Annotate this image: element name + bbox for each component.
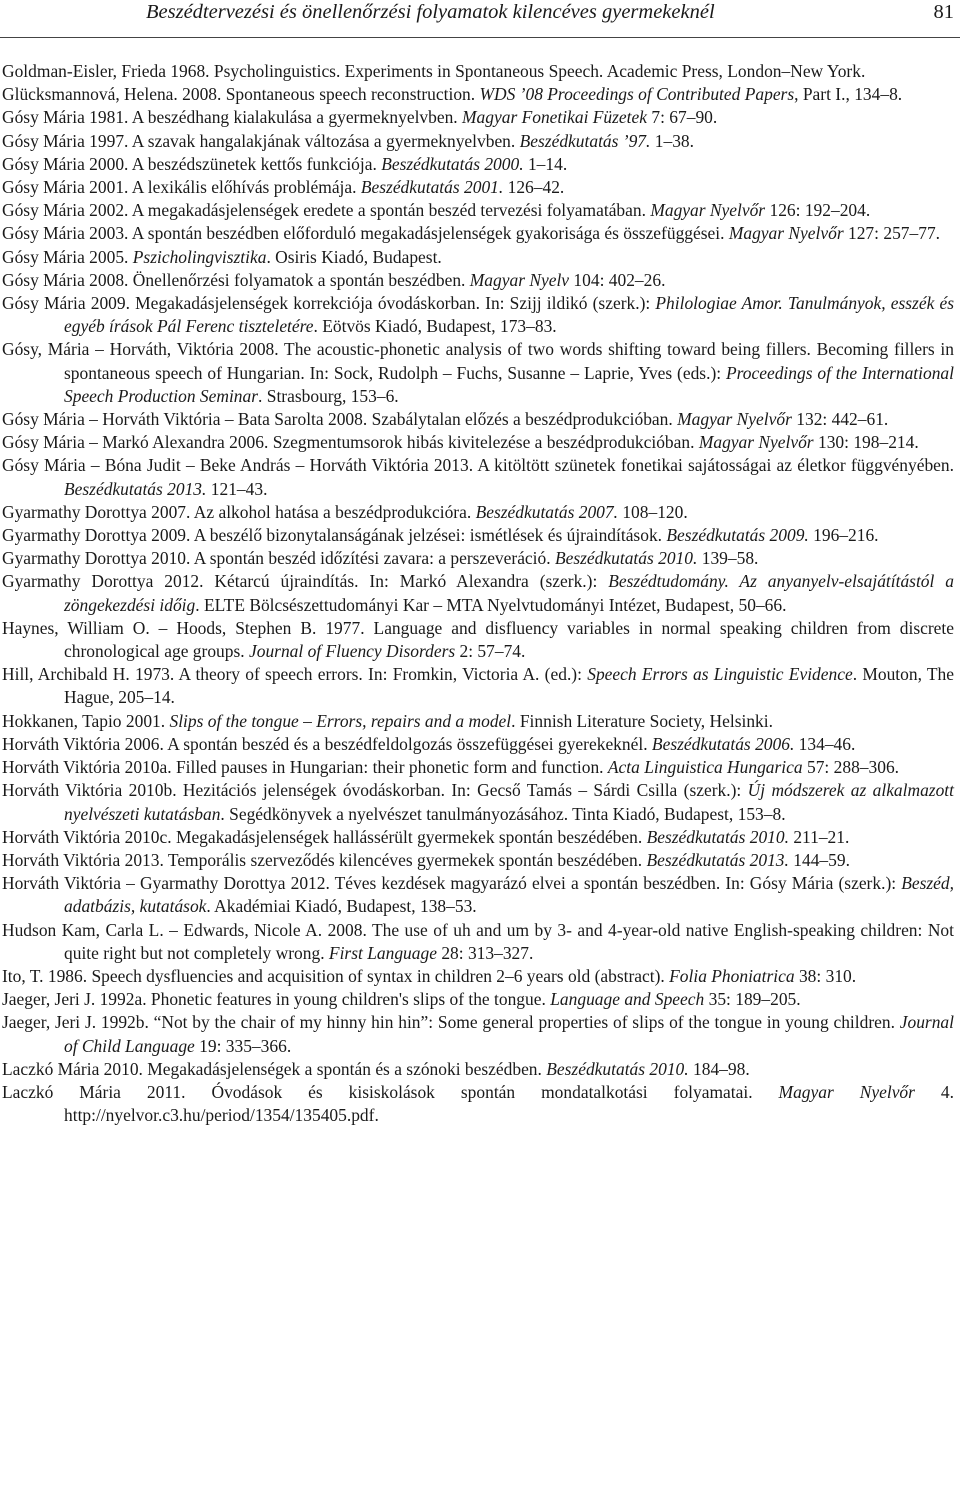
reference-source-title: Magyar Nyelvőr <box>728 223 844 244</box>
reference-text: 132: 442–61. <box>791 409 889 430</box>
reference-entry <box>2 570 954 616</box>
reference-entry <box>2 246 954 269</box>
reference-text: . Strasbourg, 153–6. <box>258 385 399 406</box>
reference-text: 121–43. <box>206 478 268 499</box>
reference-source-title: Beszédkutatás 2000. <box>381 153 524 174</box>
reference-text: . Eötvös Kiadó, Budapest, 173–83. <box>313 316 557 337</box>
reference-text: 130: 198–214. <box>813 432 919 453</box>
reference-text: 38: 310. <box>794 965 857 986</box>
reference-entry <box>2 338 954 408</box>
reference-source-title: Pszicholingvisztika <box>132 246 267 267</box>
header-divider <box>0 37 960 38</box>
reference-entry <box>2 269 954 292</box>
reference-entry <box>2 83 954 106</box>
reference-source-title: Beszédkutatás 2001. <box>360 177 504 198</box>
reference-text: 126–42. <box>503 177 565 198</box>
reference-source-title: Beszédkutatás 2007. <box>475 501 618 522</box>
reference-text: 19: 335–366. <box>194 1035 292 1056</box>
reference-source-title: Magyar Nyelvőr <box>778 1081 915 1102</box>
reference-text: Ito, T. 1986. Speech dysfluencies and acquisition of syntax in children 2–6 years old (abstract). <box>2 965 670 986</box>
reference-text: . ELTE Bölcsészettudományi Kar – MTA Nyelvtudományi Intézet, Budapest, 50–66. <box>195 594 787 615</box>
reference-source-title: Language and Speech <box>550 989 705 1010</box>
reference-text: Gósy Mária 2002. A megakadásjelenségek eredete a spontán beszéd tervezési folyamatában. <box>2 200 651 221</box>
reference-entry <box>2 199 954 222</box>
reference-entry <box>2 454 954 500</box>
reference-source-title: Beszédkutatás 2006. <box>651 733 795 754</box>
reference-text: 104: 402–26. <box>569 269 666 290</box>
reference-list <box>2 60 954 1127</box>
reference-text: 196–216. <box>808 525 879 546</box>
reference-text: Horváth Viktória 2010c. Megakadásjelenségek hallássérült gyermekek spontán beszédében. <box>2 826 647 847</box>
reference-text: Gósy Mária 1997. A szavak hangalakjának változása a gyermeknyelvben. <box>2 130 520 151</box>
reference-entry <box>2 710 954 733</box>
reference-text: Horváth Viktória 2013. Temporális szerveződés kilencéves gyermekek spontán beszédében. <box>2 849 647 870</box>
reference-text: . Finnish Literature Society, Helsinki. <box>511 710 773 731</box>
reference-entry <box>2 617 954 663</box>
reference-text: Gósy Mária 2000. A beszédszünetek kettős funkciója. <box>2 153 382 174</box>
reference-entry <box>2 849 954 872</box>
reference-text: Goldman-Eisler, Frieda 1968. Psycholinguistics. Experiments in Spontaneous Speech. Academic Press, London–New York. <box>2 61 866 81</box>
reference-source-title: Magyar Fonetikai Füzetek <box>462 107 647 128</box>
reference-entry <box>2 663 954 709</box>
reference-text: . Akadémiai Kiadó, Budapest, 138–53. <box>206 896 477 917</box>
reference-source-title: Journal of Child Language <box>64 1012 954 1056</box>
reference-text: Gósy Mária – Horváth Viktória – Bata Sarolta 2008. Szabálytalan előzés a beszédprodukcióban. <box>2 409 678 430</box>
reference-entry <box>2 130 954 153</box>
reference-entry <box>2 756 954 779</box>
reference-text: Haynes, William O. – Hoods, Stephen B. 1977. Language and disfluency variables in normal speaking children from discrete chronological age groups. <box>2 617 954 662</box>
reference-entry <box>2 733 954 756</box>
reference-entry <box>2 408 954 431</box>
reference-source-title: Philologiae Amor. Tanulmányok, esszék és egyéb írások Pál Ferenc tiszteletére <box>64 293 954 337</box>
reference-text: 28: 313–327. <box>436 942 534 963</box>
reference-text: 134–46. <box>794 733 856 754</box>
reference-source-title: WDS ’08 Proceedings of Contributed Papers <box>479 84 795 105</box>
reference-source-title: Beszédkutatás 2010. <box>546 1058 689 1079</box>
reference-text: Hokkanen, Tapio 2001. <box>2 710 170 731</box>
reference-source-title: Slips of the tongue – Errors, repairs and a model <box>169 710 512 731</box>
reference-text: 184–98. <box>688 1058 750 1079</box>
reference-text: Glücksmannová, Helena. 2008. Spontaneous speech reconstruction. <box>2 84 480 105</box>
reference-text: Gyarmathy Dorottya 2007. Az alkohol hatása a beszédprodukcióra. <box>2 501 476 522</box>
reference-text: 7: 67–90. <box>647 107 718 128</box>
reference-source-title: Beszédkutatás ’97. <box>519 130 651 151</box>
reference-text: 2: 57–74. <box>455 641 526 662</box>
reference-text: Horváth Viktória 2010a. Filled pauses in Hungarian: their phonetic form and function. <box>2 757 608 778</box>
reference-source-title: Beszéd, adatbázis, kutatások <box>64 873 954 917</box>
reference-text: 4. http://nyelvor.c3.hu/period/1354/135405.pdf. <box>64 1081 954 1126</box>
reference-text: 57: 288–306. <box>802 757 900 778</box>
reference-source-title: First Language <box>328 942 437 963</box>
reference-entry <box>2 547 954 570</box>
reference-text: . Mouton, The Hague, 205–14. <box>64 664 954 708</box>
reference-text: 211–21. <box>788 826 850 847</box>
reference-source-title: Beszédkutatás 2010. <box>554 548 698 569</box>
reference-text: 144–59. <box>788 849 850 870</box>
reference-source-title: Beszédkutatás 2010. <box>646 826 789 847</box>
reference-text: , Part I., 134–8. <box>794 84 903 105</box>
reference-entry <box>2 826 954 849</box>
reference-text: 108–120. <box>617 501 688 522</box>
reference-text: Gósy Mária – Bóna Judit – Beke András – Horváth Viktória 2013. A kitöltött szünetek fonetikai sajátosságai az életkor függvényében. <box>2 455 954 476</box>
reference-source-title: Acta Linguistica Hungarica <box>607 757 803 778</box>
reference-source-title: Speech Errors as Linguistic Evidence <box>587 664 853 685</box>
reference-entry <box>2 1058 954 1081</box>
reference-text: Horváth Viktória – Gyarmathy Dorottya 2012. Téves kezdések magyarázó elvei a spontán beszédben. In: Gósy Mária (szerk.): <box>2 873 902 894</box>
reference-entry <box>2 176 954 199</box>
reference-text: Gyarmathy Dorottya 2012. Kétarcú újraindítás. In: Markó Alexandra (szerk.): <box>2 571 609 592</box>
reference-text: Jaeger, Jeri J. 1992a. Phonetic features in young children's slips of the tongue. <box>2 989 551 1010</box>
reference-source-title: Magyar Nyelv <box>469 269 570 290</box>
reference-entry <box>2 779 954 825</box>
reference-source-title: Folia Phoniatrica <box>669 965 795 986</box>
reference-entry <box>2 222 954 245</box>
reference-text: Gósy Mária 2008. Önellenőrzési folyamatok a spontán beszédben. <box>2 269 470 290</box>
reference-text: . Osiris Kiadó, Budapest. <box>266 246 442 267</box>
reference-text: 126: 192–204. <box>765 200 871 221</box>
reference-source-title: Beszédkutatás 2009. <box>666 525 809 546</box>
reference-entry <box>2 1011 954 1057</box>
reference-text: Gósy Mária – Markó Alexandra 2006. Szegmentumsorok hibás kivitelezése a beszédprodukcióban. <box>2 432 699 453</box>
page-number: 81 <box>933 1 954 23</box>
reference-source-title: Magyar Nyelvőr <box>698 432 814 453</box>
reference-entry <box>2 292 954 338</box>
reference-source-title: Új módszerek az alkalmazott nyelvészeti kutatásban <box>64 780 955 824</box>
reference-source-title: Beszédkutatás 2013. <box>64 478 207 499</box>
reference-text: Laczkó Mária 2010. Megakadásjelenségek a spontán és a szónoki beszédben. <box>2 1058 547 1079</box>
reference-entry <box>2 965 954 988</box>
reference-text: Gósy Mária 2001. A lexikális előhívás problémája. <box>2 177 361 198</box>
reference-entry <box>2 988 954 1011</box>
reference-text: Laczkó Mária 2011. Óvodások és kisiskolások spontán mondatalkotási folyamatai. <box>2 1081 779 1102</box>
reference-text: 35: 189–205. <box>704 989 801 1010</box>
reference-text: 1–14. <box>523 153 568 174</box>
reference-text: Hudson Kam, Carla L. – Edwards, Nicole A. 2008. The use of uh and um by 3- and 4-year-old native English-speaking children: Not quite right but not completely wrong. <box>2 919 954 963</box>
reference-entry <box>2 501 954 524</box>
reference-source-title: Proceedings of the International Speech Production Seminar <box>64 362 954 406</box>
reference-text: Gósy, Mária – Horváth, Viktória 2008. The acoustic-phonetic analysis of two words shifting toward being fillers. Becoming fillers in spontaneous speech of Hungarian. In: Sock, Rudolph – Fuchs, Susanne – Laprie, Yves (eds.): <box>2 339 954 383</box>
reference-text: Hill, Archibald H. 1973. A theory of speech errors. In: Fromkin, Victoria A. (ed.): <box>2 664 588 685</box>
reference-text: 139–58. <box>697 548 759 569</box>
reference-text: Gyarmathy Dorottya 2010. A spontán beszéd időzítési zavara: a perszeveráció. <box>2 548 555 569</box>
reference-text: Gósy Mária 2005. <box>2 246 133 267</box>
reference-entry <box>2 872 954 918</box>
running-header-title: Beszédtervezési és önellenőrzési folyamatok kilencéves gyermekeknél <box>146 1 715 23</box>
reference-source-title: Journal of Fluency Disorders <box>248 641 456 662</box>
reference-source-title: Magyar Nyelvőr <box>677 409 792 430</box>
reference-text: Horváth Viktória 2006. A spontán beszéd és a beszédfeldolgozás összefüggései gyerekeknél. <box>2 733 652 754</box>
reference-entry <box>2 153 954 176</box>
reference-entry <box>2 431 954 454</box>
running-header <box>0 0 960 34</box>
reference-source-title: Beszédkutatás 2013. <box>646 849 789 870</box>
reference-text: Horváth Viktória 2010b. Hezitációs jelenségek óvodáskorban. In: Gecső Tamás – Sárdi Csilla (szerk.): <box>2 780 748 801</box>
reference-text: 127: 257–77. <box>843 223 941 244</box>
reference-text: Jaeger, Jeri J. 1992b. “Not by the chair of my hinny hin hin”: Some general properties of slips of the tongue in young children. <box>2 1012 900 1033</box>
reference-text: Gósy Mária 2009. Megakadásjelenségek korrekciója óvodáskorban. In: Szijj ildikó (szerk.): <box>2 293 656 314</box>
reference-entry <box>2 60 954 83</box>
reference-text: Gyarmathy Dorottya 2009. A beszélő bizonytalanságának jelzései: ismétlések és újraindítások. <box>2 525 667 546</box>
reference-entry <box>2 524 954 547</box>
reference-text: 1–38. <box>650 130 694 151</box>
reference-entry <box>2 1081 954 1127</box>
reference-text: . Segédkönyvek a nyelvészet tanulmányozásához. Tinta Kiadó, Budapest, 153–8. <box>220 803 786 824</box>
reference-source-title: Magyar Nyelvőr <box>650 200 766 221</box>
reference-entry <box>2 106 954 129</box>
reference-text: Gósy Mária 1981. A beszédhang kialakulása a gyermeknyelvben. <box>2 107 463 128</box>
reference-source-title: Beszédtudomány. Az anyanyelv-elsajátítástól a zöngekezdési időig <box>64 571 955 615</box>
reference-text: Gósy Mária 2003. A spontán beszédben előforduló megakadásjelenségek gyakorisága és összefüggései. <box>2 223 729 244</box>
reference-entry <box>2 919 954 965</box>
